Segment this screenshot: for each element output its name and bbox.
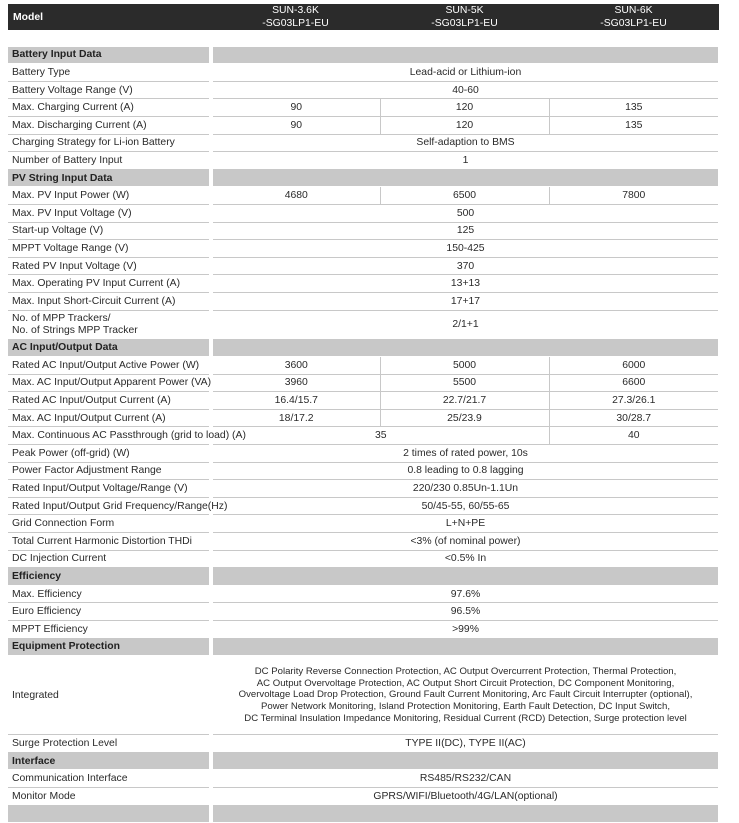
- table-row: Max. PV Input Power (W) 4680 6500 7800: [8, 187, 718, 205]
- table-row: Max. Discharging Current (A) 90 120 135: [8, 116, 718, 134]
- section-ac-input-output: AC Input/Output Data: [8, 339, 718, 357]
- table-row: Integrated DC Polarity Reverse Connection Protection, AC Output Overcurrent Protection, Thermal Protection, AC Output Overvoltage Protection, AC Output Short Circuit Protection, DC Component Monitoring, Overvoltage Load Drop Protection, Ground Fault Current Monitoring, Arc Fault Circuit Interrupter (optional), Power Network Monitoring, Island Protection Monitoring, Earth Fault Detection, DC Input Switch, DC Terminal Insulation Impedance Monitoring, Residual Current (RCD) Detection, Surge protection level: [8, 656, 718, 735]
- table-row: Charging Strategy for Li-ion Battery Self-adaption to BMS: [8, 134, 718, 152]
- table-row: Rated Input/Output Voltage/Range (V) 220/230 0.85Un-1.1Un: [8, 480, 718, 498]
- model-sun-5k: SUN-5K -SG03LP1-EU: [380, 4, 549, 30]
- section-next-cut-off: [8, 805, 718, 823]
- table-row: DC Injection Current <0.5% In: [8, 550, 718, 568]
- table-row: Peak Power (off-grid) (W) 2 times of rated power, 10s: [8, 445, 718, 463]
- table-row: Max. Charging Current (A) 90 120 135: [8, 99, 718, 117]
- table-row: MPPT Voltage Range (V) 150-425: [8, 240, 718, 258]
- section-battery-input: Battery Input Data: [8, 47, 718, 64]
- table-row: Rated PV Input Voltage (V) 370: [8, 257, 718, 275]
- model-sun-6k: SUN-6K -SG03LP1-EU: [549, 4, 718, 30]
- table-row: Surge Protection Level TYPE II(DC), TYPE II(AC): [8, 735, 718, 753]
- section-equipment-protection: Equipment Protection: [8, 638, 718, 656]
- table-row: Max. Efficiency 97.6%: [8, 585, 718, 603]
- table-row: Max. Input Short-Circuit Current (A) 17+17: [8, 292, 718, 310]
- table-row: MPPT Efficiency >99%: [8, 621, 718, 639]
- table-row: Euro Efficiency 96.5%: [8, 603, 718, 621]
- table-row: Battery Voltage Range (V) 40-60: [8, 81, 718, 99]
- table-row: Number of Battery Input 1: [8, 152, 718, 170]
- spec-table: [8, 4, 719, 823]
- model-sun-3-6k: SUN-3.6K -SG03LP1-EU: [211, 4, 380, 30]
- table-row: Max. Continuous AC Passthrough (grid to load) (A) 35 40: [8, 427, 718, 445]
- table-row: Max. AC Input/Output Apparent Power (VA) 3960 5500 6600: [8, 374, 718, 392]
- table-row: Rated Input/Output Grid Frequency/Range(Hz) 50/45-55, 60/55-65: [8, 497, 718, 515]
- table-row: Max. Operating PV Input Current (A) 13+13: [8, 275, 718, 293]
- model-header-row: [8, 4, 718, 30]
- table-row: No. of MPP Trackers/ No. of Strings MPP Tracker 2/1+1: [8, 310, 718, 339]
- section-interface: Interface: [8, 752, 718, 770]
- table-row: Battery Type Lead-acid or Lithium-ion: [8, 64, 718, 82]
- model-label: Model: [8, 4, 211, 30]
- table-row: Monitor Mode GPRS/WIFI/Bluetooth/4G/LAN(optional): [8, 787, 718, 805]
- table-row: Grid Connection Form L+N+PE: [8, 515, 718, 533]
- table-row: Total Current Harmonic Distortion THDi <3% (of nominal power): [8, 533, 718, 551]
- table-row: Max. PV Input Voltage (V) 500: [8, 204, 718, 222]
- table-row: Start-up Voltage (V) 125: [8, 222, 718, 240]
- table-row: Max. AC Input/Output Current (A) 18/17.2 25/23.9 30/28.7: [8, 409, 718, 427]
- table-row: Communication Interface RS485/RS232/CAN: [8, 770, 718, 788]
- table-row: Rated AC Input/Output Active Power (W) 3600 5000 6000: [8, 357, 718, 375]
- table-row: Power Factor Adjustment Range 0.8 leading to 0.8 lagging: [8, 462, 718, 480]
- section-efficiency: Efficiency: [8, 568, 718, 586]
- integrated-protection-list: DC Polarity Reverse Connection Protection, AC Output Overcurrent Protection, Thermal Protection, AC Output Overvoltage Protection, AC Output Short Circuit Protection, DC Component Monitoring, Overvoltage Load Drop Protection, Ground Fault Current Monitoring, Arc Fault Circuit Interrupter (optional), Power Network Monitoring, Island Protection Monitoring, Earth Fault Detection, DC Input Switch, DC Terminal Insulation Impedance Monitoring, Residual Current (RCD) Detection, Surge protection level: [211, 656, 718, 735]
- section-pv-string-input: PV String Input Data: [8, 169, 718, 187]
- table-row: Rated AC Input/Output Current (A) 16.4/15.7 22.7/21.7 27.3/26.1: [8, 392, 718, 410]
